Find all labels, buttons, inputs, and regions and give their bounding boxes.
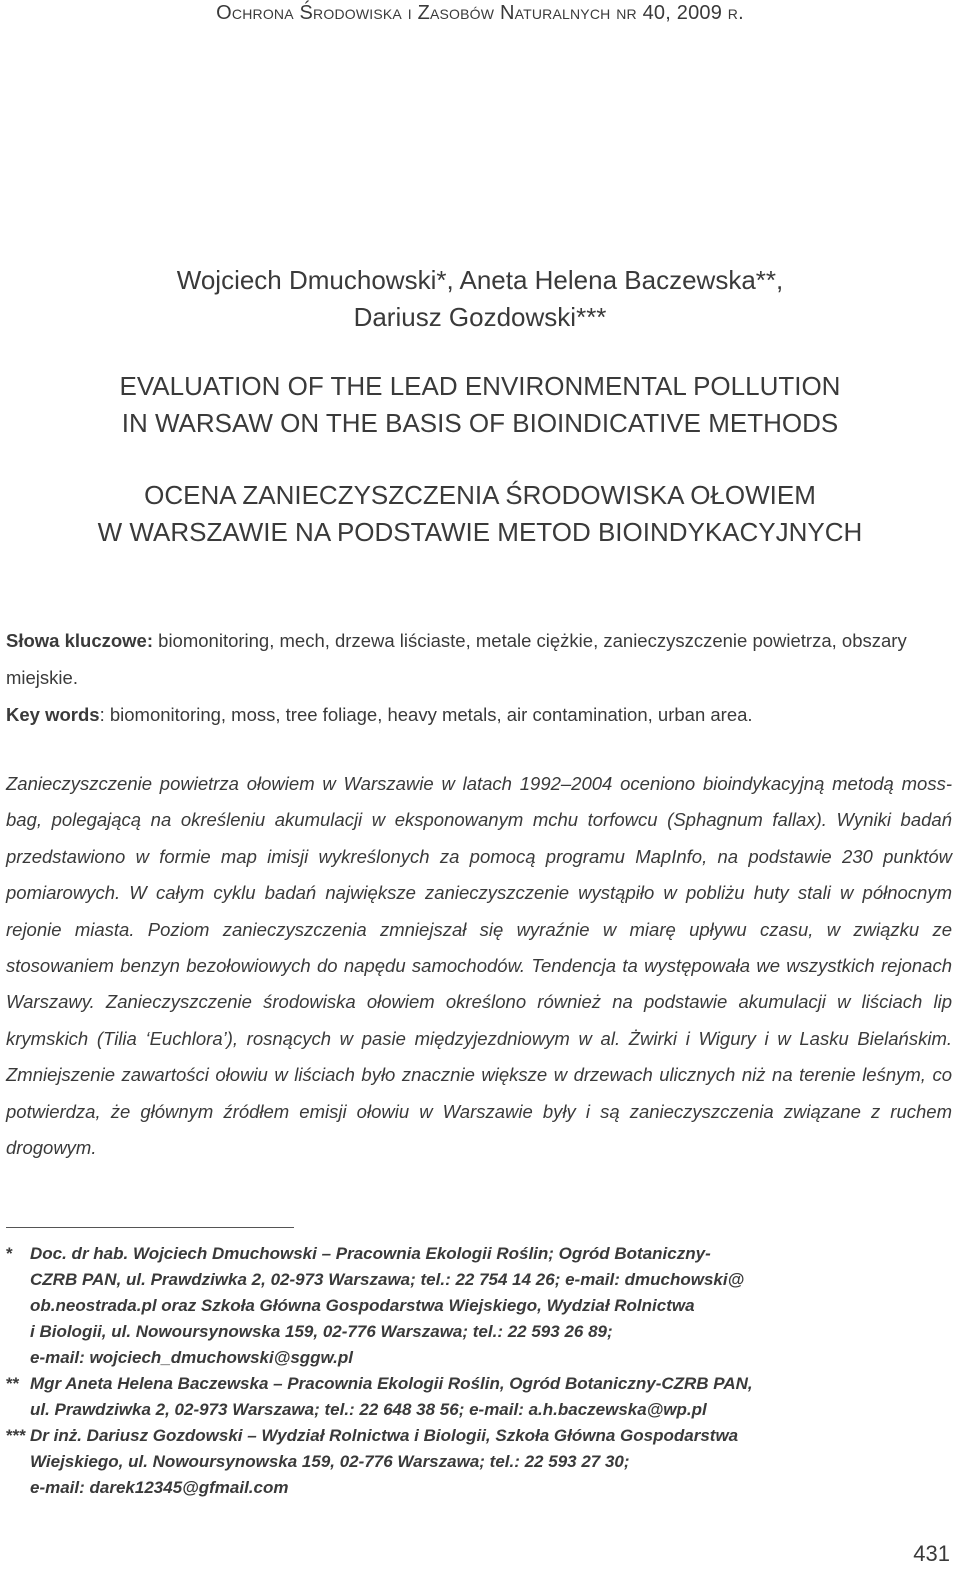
footnote-3 — [6, 1423, 940, 1501]
keywords-polish-text: biomonitoring, mech, drzewa liściaste, metale ciężkie, zanieczyszczenie powietrza, obszary miejskie. — [6, 630, 907, 688]
footnote-2-text: Mgr Aneta Helena Baczewska – Pracownia Ekologii Roślin, Ogród Botaniczny-CZRB PAN, ul. Prawdziwka 2, 02-973 Warszawa; tel.: 22 648 38 56; e-mail: a.h.baczewska@wp.pl — [30, 1374, 753, 1419]
keywords-english — [6, 696, 954, 733]
title-english-line-1: EVALUATION OF THE LEAD ENVIRONMENTAL POLLUTION — [119, 371, 841, 401]
page-number: 431 — [913, 1541, 950, 1566]
authors-line-1: Wojciech Dmuchowski*, Aneta Helena Baczewska**, — [176, 265, 784, 295]
keywords-section — [6, 622, 954, 733]
footnote-1-text: Doc. dr hab. Wojciech Dmuchowski – Pracownia Ekologii Roślin; Ogród Botaniczny- CZRB PAN, ul. Prawdziwka 2, 02-973 Warszawa; tel.: 22 754 14 26; e-mail: dmuchowski@ ob.neostrada.pl oraz Szkoła Główna Gospodarstwa Wiejskiego, Wydział Rolnictwa i Biologii, ul. Nowoursynowska 159, 02-776 Warszawa; tel.: 22 593 26 89; e-mail: wojciech_dmuchowski@sggw.pl — [30, 1244, 745, 1367]
title-polish — [0, 477, 960, 551]
footnote-1-mark: * — [6, 1244, 13, 1263]
title-english-line-2: IN WARSAW ON THE BASIS OF BIOINDICATIVE METHODS — [121, 408, 839, 438]
running-head: Ochrona Środowiska i Zasobów Naturalnych nr 40, 2009 r. — [216, 2, 744, 24]
title-english — [0, 368, 960, 442]
keywords-polish — [6, 622, 954, 696]
footnotes — [6, 1241, 940, 1501]
footnote-1 — [6, 1241, 940, 1371]
abstract: Zanieczyszczenie powietrza ołowiem w Warszawie w latach 1992–2004 oceniono bioindykacyjną metodą moss-bag, polegającą na określeniu akumulacji w eksponowanym mchu torfowcu (Sphagnum fallax). Wyniki badań przedstawiono w formie map imisji wykreślonych za pomocą programu MapInfo, na podstawie 230 punktów pomiarowych. W całym cyklu badań największe zanieczyszczenie wystąpiło w pobliżu huty stali w północnym rejonie miasta. Poziom zanieczyszczenia zmniejszał się wyraźnie w miarę upływu czasu, w związku ze stosowaniem benzyn bezołowiowych do napędu samochodów. Tendencja ta występowała we wszystkich rejonach Warszawy. Zanieczyszczenie środowiska ołowiem określono również na podstawie akumulacji w liściach lip krymskich (Tilia ‘Euchlora’), rosnących w pasie międzyjezdniowym w al. Żwirki i Wigury i w Lasku Bielańskim. Zmniejszenie zawartości ołowiu w liściach było znacznie większe w drzewach ulicznych niż na terenie leśnym, co potwierdza, że głównym źródłem emisji ołowiu w Warszawie były i są zanieczyszczenia związane z ruchem drogowym. — [6, 773, 952, 1159]
keywords-polish-label: Słowa kluczowe: — [6, 630, 154, 651]
footnote-2 — [6, 1371, 940, 1423]
title-polish-line-2: W WARSZAWIE NA PODSTAWIE METOD BIOINDYKACYJNYCH — [97, 517, 863, 547]
authors — [0, 262, 960, 336]
keywords-english-label: Key words — [6, 704, 100, 725]
footnote-divider — [6, 1227, 294, 1228]
title-polish-line-1: OCENA ZANIECZYSZCZENIA ŚRODOWISKA OŁOWIEM — [144, 480, 816, 510]
footnote-3-mark: *** — [6, 1426, 26, 1445]
footnote-2-mark: ** — [6, 1374, 20, 1393]
footnote-3-text: Dr inż. Dariusz Gozdowski – Wydział Rolnictwa i Biologii, Szkoła Główna Gospodarstwa Wiejskiego, ul. Nowoursynowska 159, 02-776 Warszawa; tel.: 22 593 27 30; e-mail: darek12345@gfmail.com — [30, 1426, 739, 1497]
authors-line-2: Dariusz Gozdowski*** — [353, 302, 607, 332]
keywords-english-text: : biomonitoring, moss, tree foliage, heavy metals, air contamination, urban area. — [99, 704, 753, 725]
